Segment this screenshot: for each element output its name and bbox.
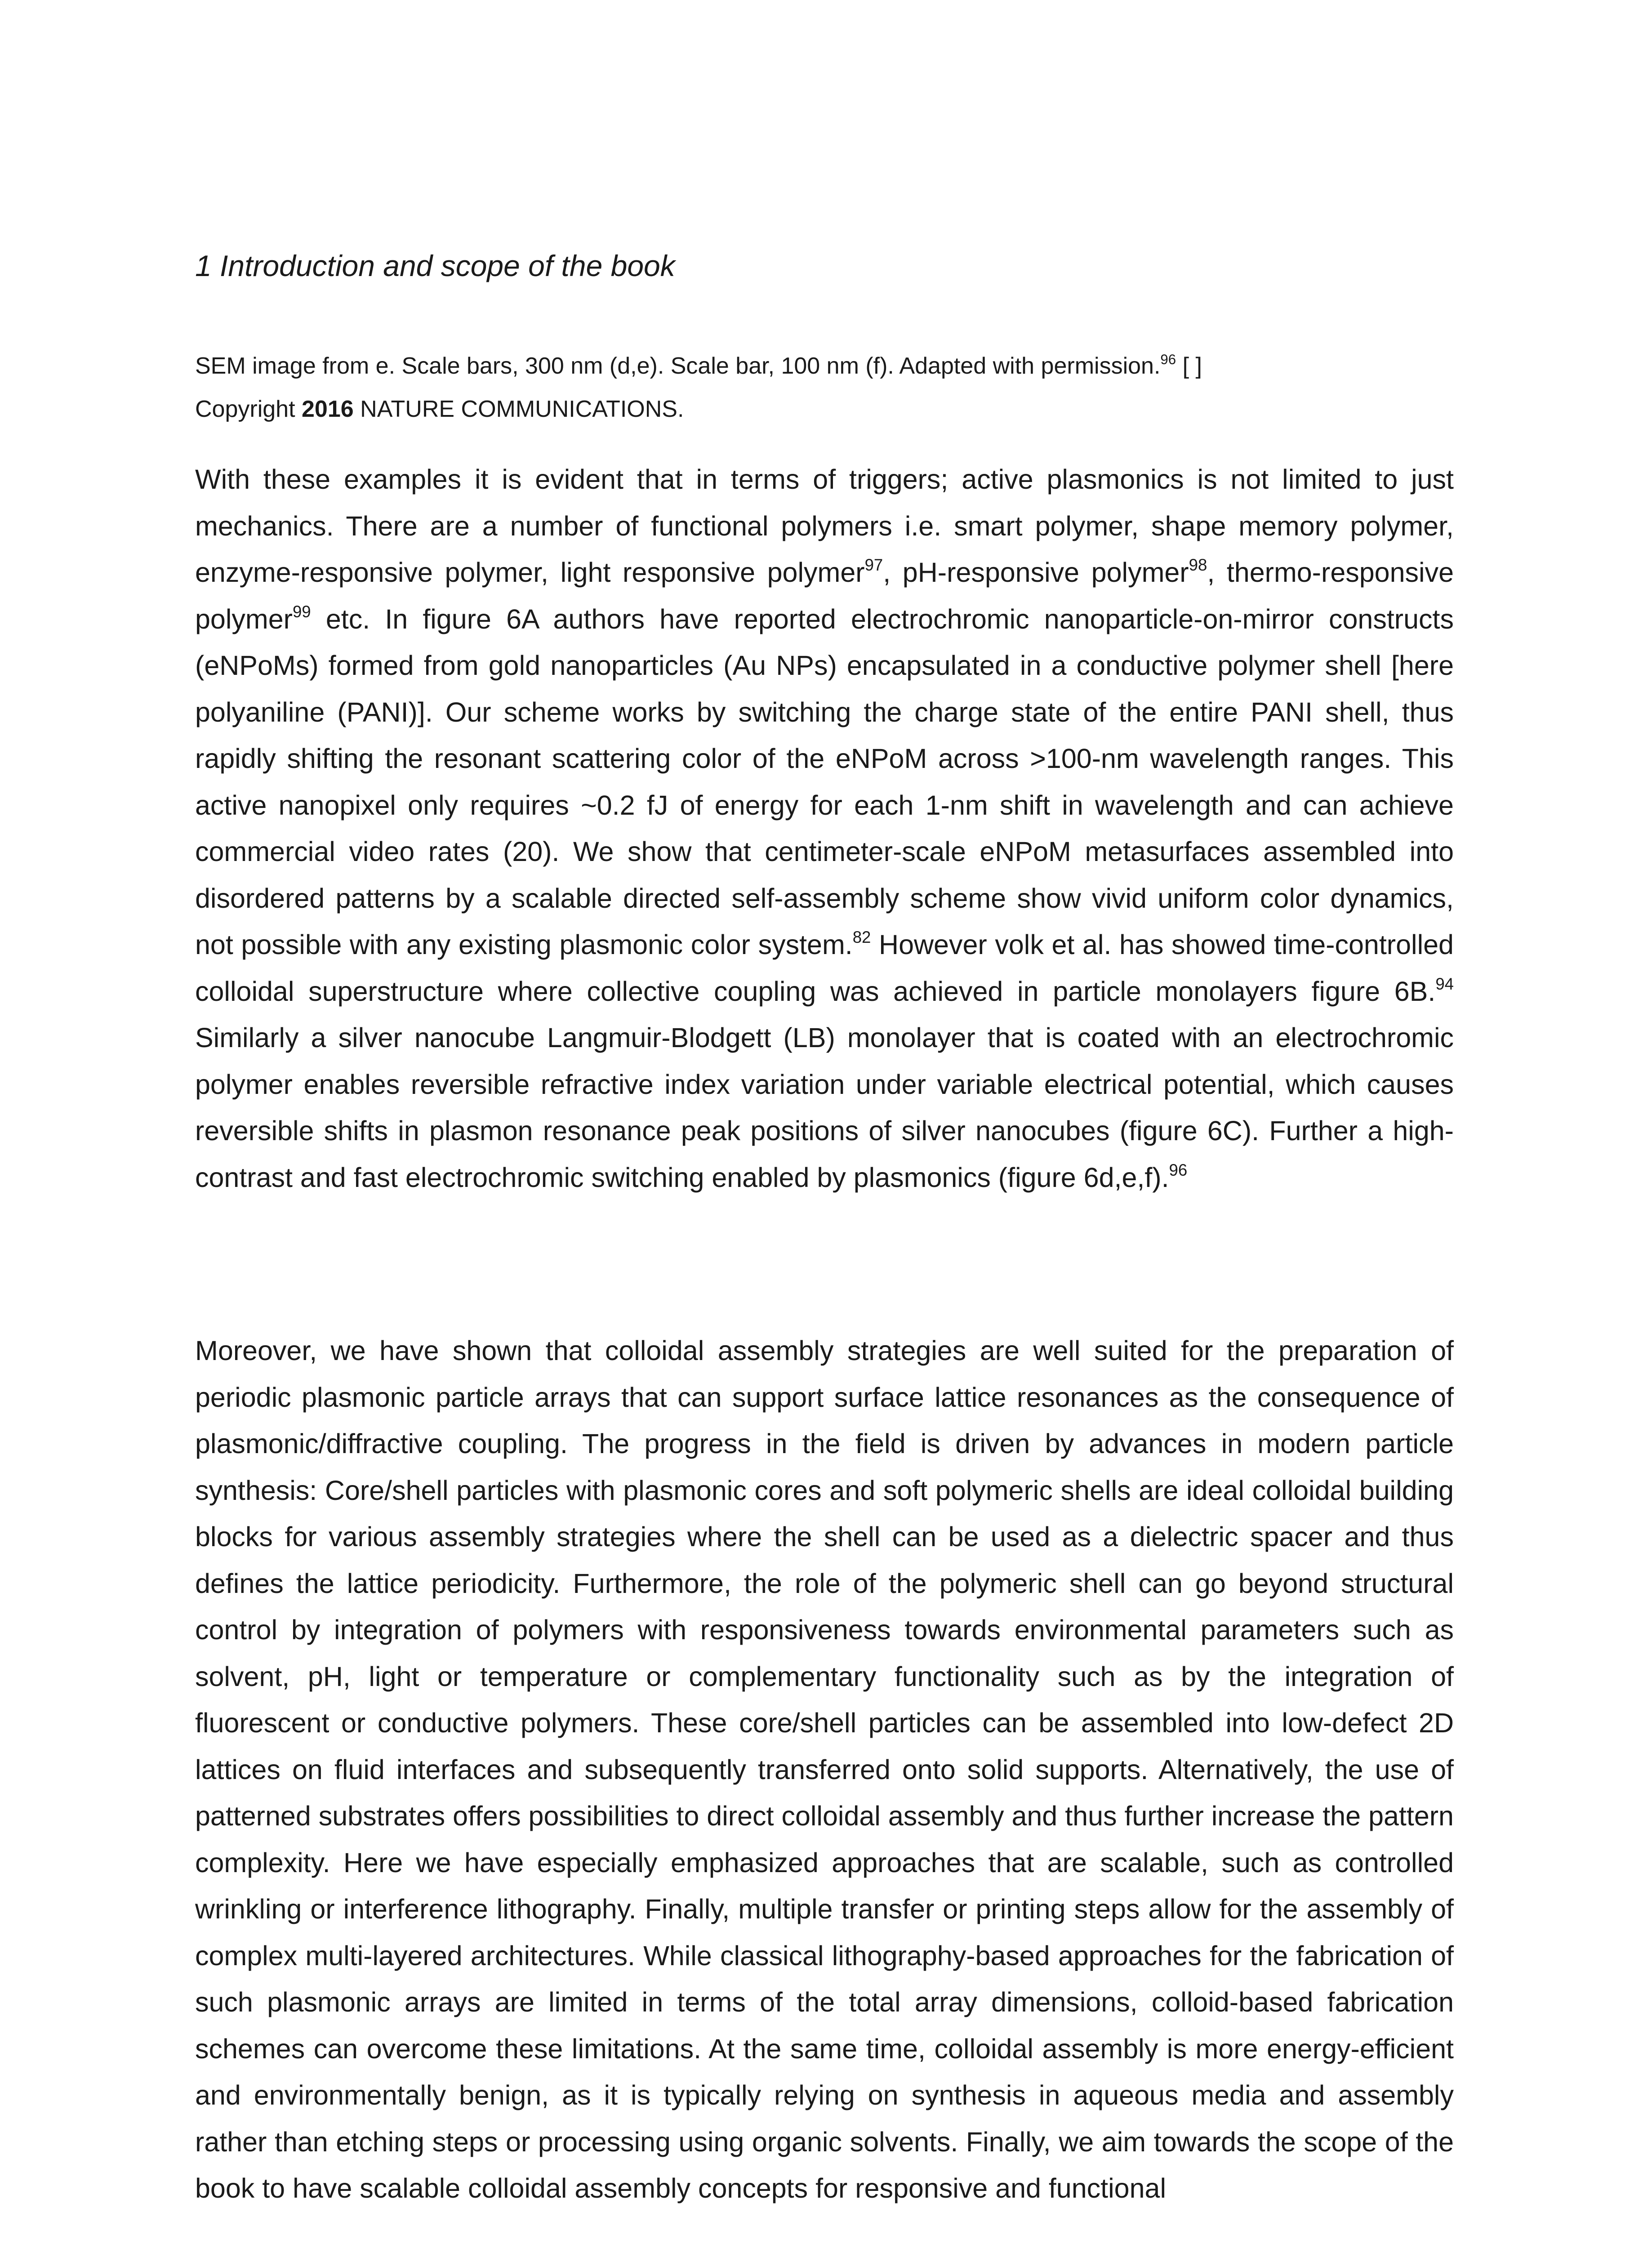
running-header: 1 Introduction and scope of the book [195, 249, 675, 282]
paragraph-text: With these examples it is evident that in terms of triggers; active plasmonics is not limited to just mechanics. There are a number of functional polymers i.e. smart polymer, shape memory polymer, enzyme-responsive polymer, light responsive polymer [195, 464, 1454, 588]
paragraph-text: However volk et al. has showed time-controlled colloidal superstructure where collective coupling was achieved in particle monolayers figure 6B. [195, 929, 1454, 1007]
caption-text: SEM image from e. Scale bars, 300 nm (d,e). Scale bar, 100 nm (f). Adapted with permission. [195, 353, 1161, 379]
paragraph-text: , thermo-responsive polymer [195, 557, 1454, 634]
citation-ref: 82 [852, 928, 871, 947]
caption-bracket: [ ] [1176, 353, 1202, 379]
copyright-suffix: NATURE COMMUNICATIONS. [353, 396, 684, 422]
citation-ref: 99 [292, 602, 311, 621]
copyright-year: 2016 [302, 396, 354, 422]
copyright-prefix: Copyright [195, 396, 302, 422]
paragraph-text: Similarly a silver nanocube Langmuir-Blodgett (LB) monolayer that is coated with an electrochromic polymer enables reversible refractive index variation under variable electrical potential, which causes reversible shifts in plasmon resonance peak positions of silver nanocubes (figure 6C). Further a high-contrast and fast electrochromic switching enabled by plasmonics (figure 6d,e,f). [195, 1022, 1454, 1193]
citation-ref: 96 [1169, 1160, 1188, 1179]
citation-ref: 98 [1189, 556, 1207, 575]
citation-ref: 96 [1160, 351, 1176, 367]
paragraph-text: , pH-responsive polymer [883, 557, 1189, 588]
citation-ref: 94 [1435, 974, 1454, 993]
paragraph-text: etc. In figure 6A authors have reported electrochromic nanoparticle-on-mirror constructs (eNPoMs) formed from gold nanoparticles (Au NPs) encapsulated in a conductive polymer shell [here polyaniline (PANI)]. Our scheme works by switching the charge state of the entire PANI shell, thus rapidly shifting the resonant scattering color of the eNPoM across >100-nm wavelength ranges. This active nanopixel only requires ~0.2 fJ of energy for each 1-nm shift in wavelength and can achieve commercial video rates (20). We show that centimeter-scale eNPoM metasurfaces assembled into disordered patterns by a scalable directed self-assembly scheme show vivid uniform color dynamics, not possible with any existing plasmonic color system. [195, 603, 1454, 960]
citation-ref: 97 [864, 556, 883, 575]
body-paragraph-2: Moreover, we have shown that colloidal assembly strategies are well suited for the preparation of periodic plasmonic particle arrays that can support surface lattice resonances as the consequence of plasmonic/diffractive coupling. The progress in the field is driven by advances in modern particle synthesis: Core/shell particles with plasmonic cores and soft polymeric shells are ideal colloidal building blocks for various assembly strategies where the shell can be used as a dielectric spacer and thus defines the lattice periodicity. Furthermore, the role of the polymeric shell can go beyond structural control by integration of polymers with responsiveness towards environmental parameters such as solvent, pH, light or temperature or complementary functionality such as by the integration of fluorescent or conductive polymers. These core/shell particles can be assembled into low-defect 2D lattices on fluid interfaces and subsequently transferred onto solid supports. Alternatively, the use of patterned substrates offers possibilities to direct colloidal assembly and thus further increase the pattern complexity. Here we have especially emphasized approaches that are scalable, such as controlled wrinkling or interference lithography. Finally, multiple transfer or printing steps allow for the assembly of complex multi-layered architectures. While classical lithography-based approaches for the fabrication of such plasmonic arrays are limited in terms of the total array dimensions, colloid-based fabrication schemes can overcome these limitations. At the same time, colloidal assembly is more energy-efficient and environmentally benign, as it is typically relying on synthesis in aqueous media and assembly rather than etching steps or processing using organic solvents. Finally, we aim towards the scope of the book to have scalable colloidal assembly concepts for responsive and functional [195, 1335, 1454, 2203]
body-paragraph-1 [195, 456, 1454, 1201]
figure-caption-continuation [195, 344, 1454, 431]
